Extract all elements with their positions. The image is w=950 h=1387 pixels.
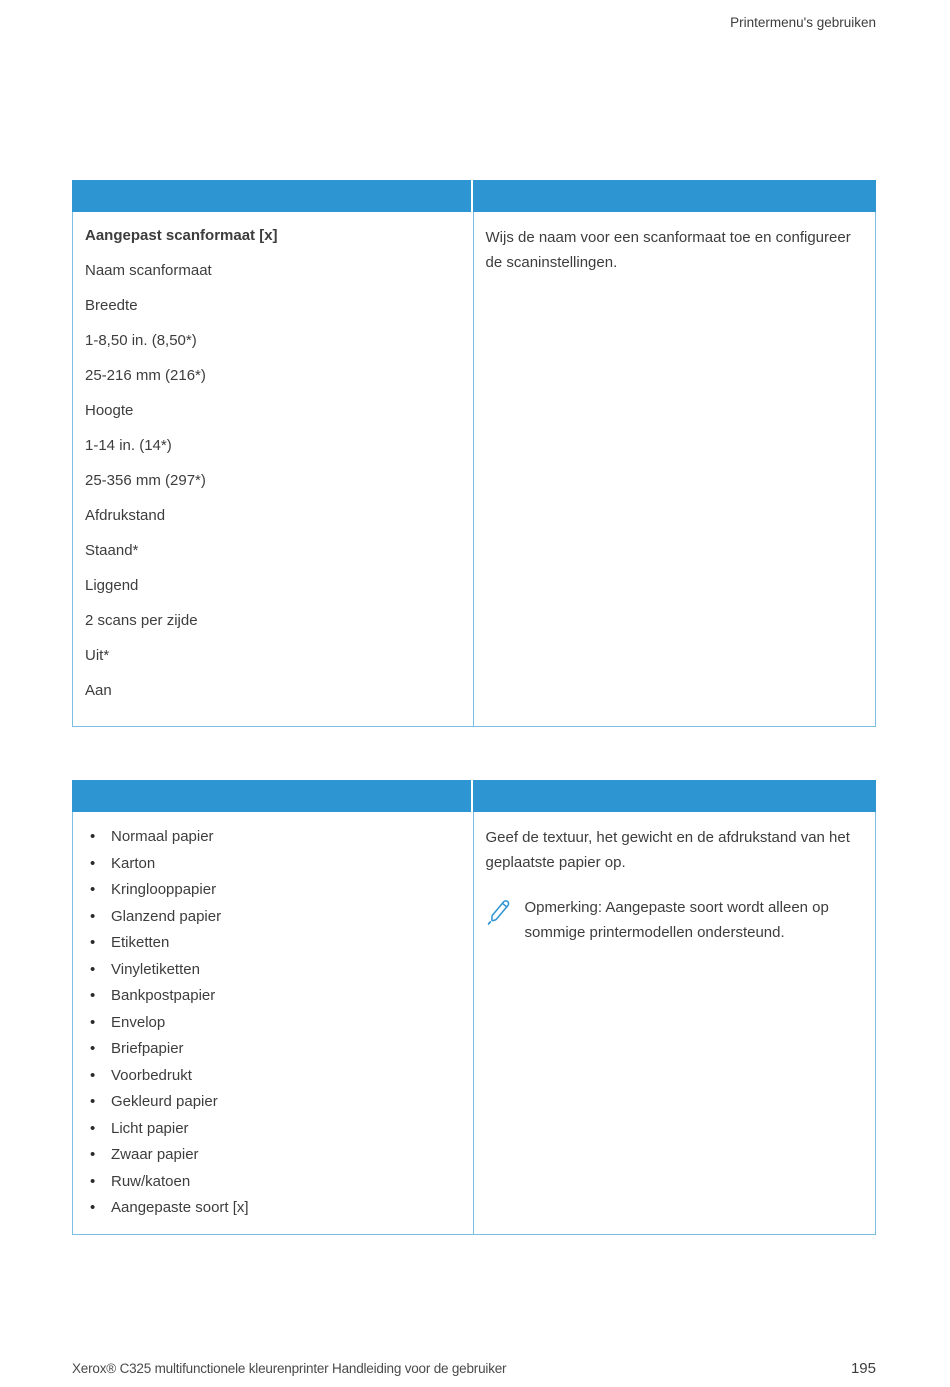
paper-type-table-header <box>72 780 876 812</box>
menu-option-line: 25-216 mm (216*) <box>85 367 206 384</box>
paper-type-item: • Zwaar papier <box>73 1142 463 1169</box>
paper-type-table-body <box>72 812 876 1235</box>
running-header: Printermenu's gebruiken <box>730 15 876 30</box>
scan-size-description: Wijs de naam voor een scanformaat toe en configureer de scaninstellingen. <box>485 229 851 271</box>
menu-option-line: 1-8,50 in. (8,50*) <box>85 332 197 349</box>
scan-size-options-cell <box>73 212 474 726</box>
paper-type-item: • Kringlooppapier <box>73 877 463 904</box>
menu-option-line: Liggend <box>85 577 139 594</box>
menu-option-line: Hoogte <box>85 402 134 419</box>
menu-option-line: 1-14 in. (14*) <box>85 437 172 454</box>
menu-option-line: Afdrukstand <box>85 507 166 524</box>
scan-size-table-header-cell-right <box>473 180 875 212</box>
menu-option-line: Naam scanformaat <box>85 262 212 279</box>
paper-type-item: • Ruw/katoen <box>73 1169 463 1196</box>
scan-size-table <box>72 180 876 727</box>
scan-size-table-header <box>72 180 876 212</box>
paper-type-description: Geef de textuur, het gewicht en de afdrukstand van het geplaatste papier op. <box>485 829 850 871</box>
menu-option-line: Breedte <box>85 297 138 314</box>
paper-type-table <box>72 780 876 1235</box>
paper-type-item: • Glanzend papier <box>73 904 463 931</box>
paper-type-item: • Voorbedrukt <box>73 1063 463 1090</box>
paper-type-item: • Vinyletiketten <box>73 957 463 984</box>
menu-option-line: 2 scans per zijde <box>85 612 198 629</box>
menu-option-line: Uit* <box>85 647 110 664</box>
paper-type-item: • Gekleurd papier <box>73 1089 463 1116</box>
scan-size-description-cell <box>474 212 876 726</box>
pencil-icon <box>486 895 512 945</box>
paper-type-item: • Normaal papier <box>73 824 463 851</box>
menu-option-line: Staand* <box>85 542 139 559</box>
footer-document-title: Xerox® C325 multifunctionele kleurenprinter Handleiding voor de gebruiker <box>72 1361 507 1376</box>
menu-option-line: 25-356 mm (297*) <box>85 472 206 489</box>
paper-type-description-cell <box>474 812 876 1234</box>
note-text: Opmerking: Aangepaste soort wordt alleen op sommige printermodellen ondersteund. <box>524 899 829 941</box>
paper-type-item: • Bankpostpapier <box>73 983 463 1010</box>
scan-size-title: Aangepast scanformaat [x] <box>85 227 278 244</box>
scan-size-table-header-cell-left <box>72 180 473 212</box>
paper-type-table-header-cell-left <box>72 780 473 812</box>
note-block <box>474 895 876 945</box>
paper-type-item: • Briefpapier <box>73 1036 463 1063</box>
paper-type-list-cell <box>73 812 474 1234</box>
menu-option-line: Aan <box>85 682 112 699</box>
paper-type-list <box>73 812 473 1230</box>
scan-size-table-body <box>72 212 876 727</box>
footer-page-number: 195 <box>850 1360 876 1377</box>
scan-size-option-lines <box>85 261 459 700</box>
page-footer <box>72 1360 876 1377</box>
paper-type-item: • Licht papier <box>73 1116 463 1143</box>
paper-type-item: • Etiketten <box>73 930 463 957</box>
paper-type-table-header-cell-right <box>473 780 875 812</box>
paper-type-item: • Envelop <box>73 1010 463 1037</box>
paper-type-item: • Karton <box>73 851 463 878</box>
paper-type-item: • Aangepaste soort [x] <box>73 1195 463 1222</box>
